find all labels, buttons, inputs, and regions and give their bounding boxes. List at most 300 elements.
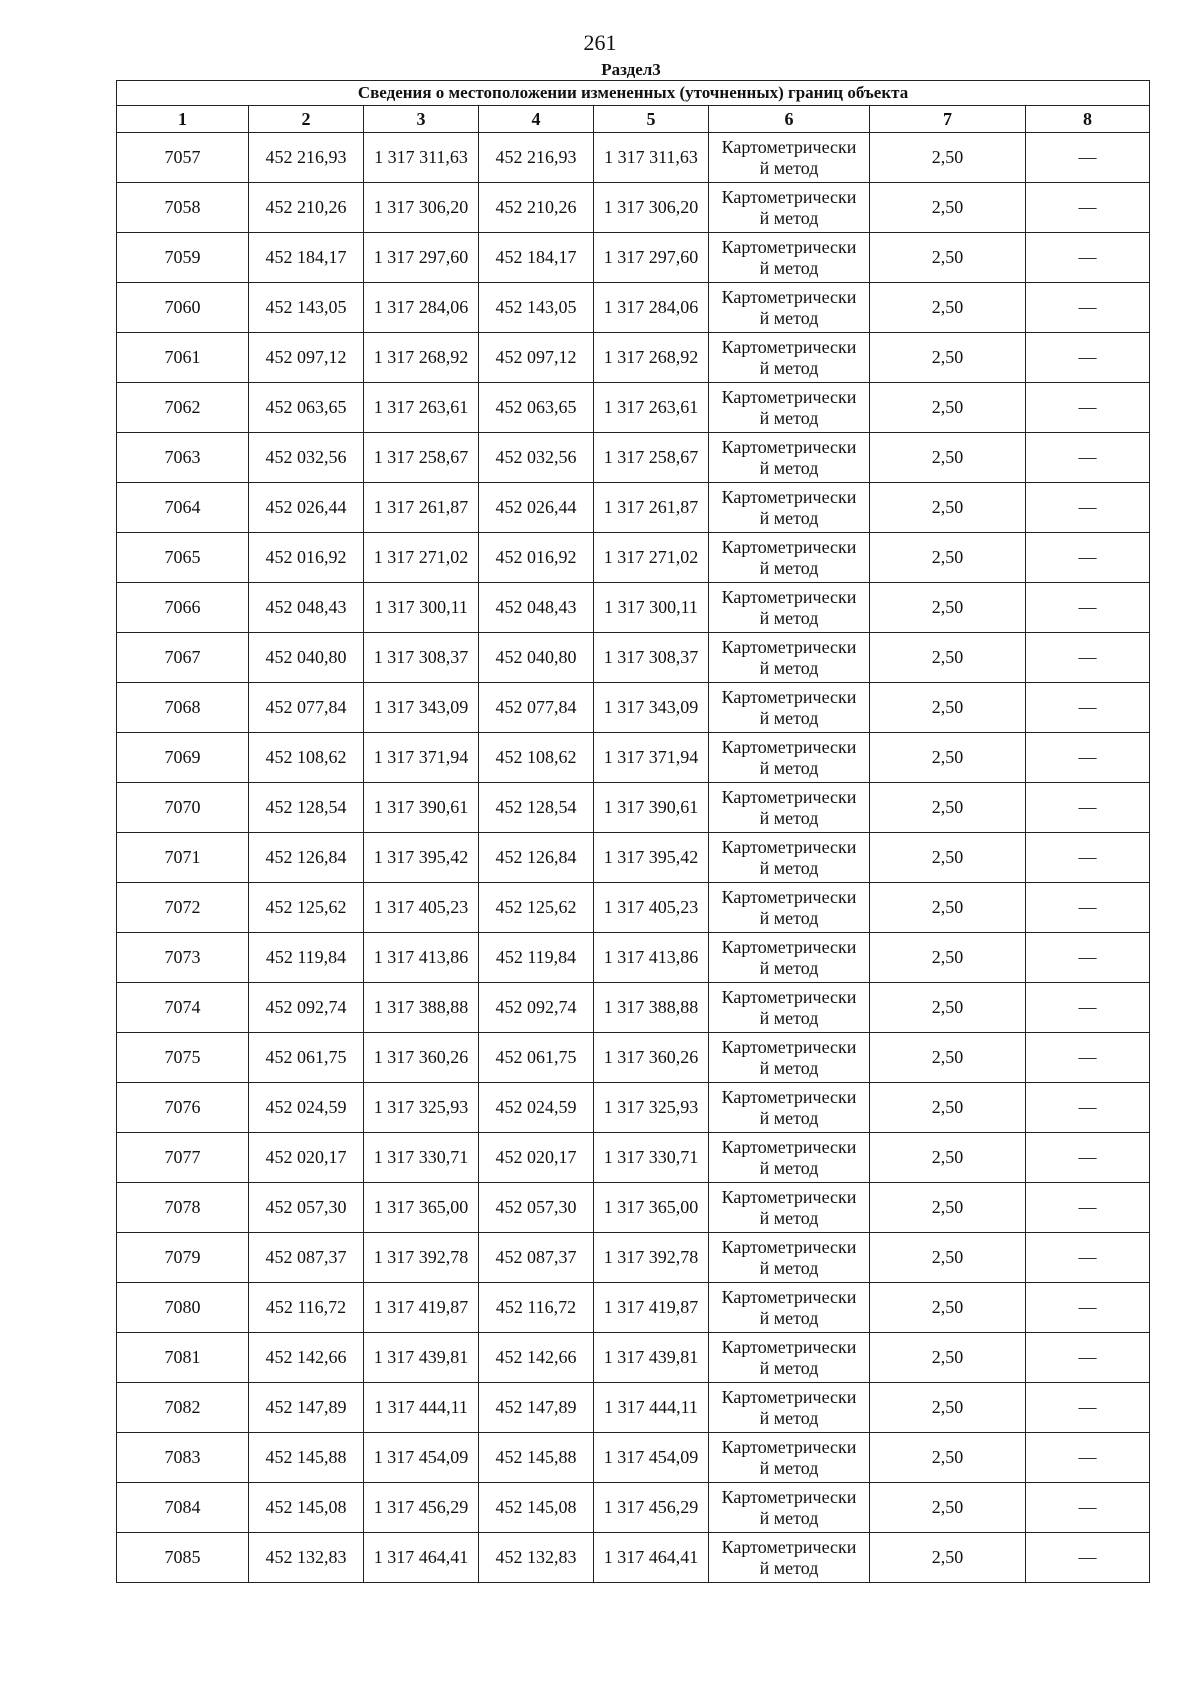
method-text-line: Картометрически bbox=[721, 186, 857, 207]
cell-y-refined: 1 317 464,41 bbox=[594, 1533, 709, 1583]
cell-y-refined: 1 317 395,42 bbox=[594, 833, 709, 883]
cell-y-refined: 1 317 268,92 bbox=[594, 333, 709, 383]
cell-description: — bbox=[1026, 183, 1150, 233]
cell-y-existing: 1 317 258,67 bbox=[364, 433, 479, 483]
cell-y-existing: 1 317 300,11 bbox=[364, 583, 479, 633]
cell-point-number: 7084 bbox=[117, 1483, 249, 1533]
section-title: Раздел3 bbox=[601, 60, 661, 79]
method-text-line: й метод bbox=[759, 757, 819, 778]
cell-y-existing: 1 317 271,02 bbox=[364, 533, 479, 583]
cell-method bbox=[709, 283, 870, 333]
method-text-line: Картометрически bbox=[721, 1086, 857, 1107]
cell-method bbox=[709, 1083, 870, 1133]
cell-description: — bbox=[1026, 1133, 1150, 1183]
cell-accuracy: 2,50 bbox=[870, 583, 1026, 633]
method-text-line: Картометрически bbox=[721, 1286, 857, 1307]
cell-accuracy: 2,50 bbox=[870, 1383, 1026, 1433]
cell-point-number: 7064 bbox=[117, 483, 249, 533]
table-row bbox=[117, 583, 1150, 633]
method-text-line: Картометрически bbox=[721, 536, 857, 557]
cell-y-existing: 1 317 284,06 bbox=[364, 283, 479, 333]
method-text-line: й метод bbox=[759, 907, 819, 928]
cell-accuracy: 2,50 bbox=[870, 683, 1026, 733]
cell-point-number: 7072 bbox=[117, 883, 249, 933]
cell-method bbox=[709, 533, 870, 583]
cell-y-existing: 1 317 388,88 bbox=[364, 983, 479, 1033]
cell-description: — bbox=[1026, 583, 1150, 633]
cell-accuracy: 2,50 bbox=[870, 1233, 1026, 1283]
cell-method bbox=[709, 1233, 870, 1283]
cell-method bbox=[709, 183, 870, 233]
cell-x-refined: 452 061,75 bbox=[479, 1033, 594, 1083]
cell-x-refined: 452 087,37 bbox=[479, 1233, 594, 1283]
cell-description: — bbox=[1026, 1433, 1150, 1483]
cell-x-refined: 452 024,59 bbox=[479, 1083, 594, 1133]
cell-accuracy: 2,50 bbox=[870, 183, 1026, 233]
method-text-line: Картометрически bbox=[721, 1036, 857, 1057]
cell-y-refined: 1 317 388,88 bbox=[594, 983, 709, 1033]
cell-description: — bbox=[1026, 633, 1150, 683]
cell-x-refined: 452 116,72 bbox=[479, 1283, 594, 1333]
cell-method bbox=[709, 1383, 870, 1433]
cell-x-existing: 452 145,08 bbox=[249, 1483, 364, 1533]
cell-accuracy: 2,50 bbox=[870, 733, 1026, 783]
cell-description: — bbox=[1026, 983, 1150, 1033]
cell-point-number: 7085 bbox=[117, 1533, 249, 1583]
cell-point-number: 7079 bbox=[117, 1233, 249, 1283]
cell-point-number: 7071 bbox=[117, 833, 249, 883]
cell-point-number: 7057 bbox=[117, 133, 249, 183]
method-text-line: й метод bbox=[759, 1507, 819, 1528]
method-text-line: Картометрически bbox=[721, 686, 857, 707]
cell-x-refined: 452 126,84 bbox=[479, 833, 594, 883]
cell-x-existing: 452 126,84 bbox=[249, 833, 364, 883]
cell-y-refined: 1 317 261,87 bbox=[594, 483, 709, 533]
table-row bbox=[117, 883, 1150, 933]
cell-y-refined: 1 317 371,94 bbox=[594, 733, 709, 783]
cell-description: — bbox=[1026, 833, 1150, 883]
column-header: 7 bbox=[870, 106, 1026, 133]
cell-description: — bbox=[1026, 933, 1150, 983]
table-body bbox=[117, 133, 1150, 1583]
cell-method bbox=[709, 1433, 870, 1483]
cell-x-existing: 452 063,65 bbox=[249, 383, 364, 433]
method-text-line: Картометрически bbox=[721, 736, 857, 757]
column-header: 1 bbox=[117, 106, 249, 133]
cell-y-existing: 1 317 419,87 bbox=[364, 1283, 479, 1333]
cell-x-existing: 452 142,66 bbox=[249, 1333, 364, 1383]
cell-y-refined: 1 317 300,11 bbox=[594, 583, 709, 633]
table-row bbox=[117, 1033, 1150, 1083]
cell-y-refined: 1 317 284,06 bbox=[594, 283, 709, 333]
cell-method bbox=[709, 333, 870, 383]
cell-point-number: 7061 bbox=[117, 333, 249, 383]
method-text-line: Картометрически bbox=[721, 886, 857, 907]
cell-method bbox=[709, 1333, 870, 1383]
cell-x-refined: 452 143,05 bbox=[479, 283, 594, 333]
cell-point-number: 7077 bbox=[117, 1133, 249, 1183]
cell-point-number: 7069 bbox=[117, 733, 249, 783]
cell-y-refined: 1 317 343,09 bbox=[594, 683, 709, 733]
table-row bbox=[117, 1483, 1150, 1533]
cell-y-existing: 1 317 365,00 bbox=[364, 1183, 479, 1233]
cell-accuracy: 2,50 bbox=[870, 833, 1026, 883]
method-text-line: Картометрически bbox=[721, 836, 857, 857]
cell-method bbox=[709, 1183, 870, 1233]
cell-y-refined: 1 317 456,29 bbox=[594, 1483, 709, 1533]
table-row bbox=[117, 733, 1150, 783]
cell-y-existing: 1 317 330,71 bbox=[364, 1133, 479, 1183]
cell-x-existing: 452 016,92 bbox=[249, 533, 364, 583]
cell-y-refined: 1 317 439,81 bbox=[594, 1333, 709, 1383]
table-row bbox=[117, 133, 1150, 183]
cell-description: — bbox=[1026, 1533, 1150, 1583]
method-text-line: й метод bbox=[759, 1307, 819, 1328]
cell-x-refined: 452 210,26 bbox=[479, 183, 594, 233]
method-text-line: Картометрически bbox=[721, 586, 857, 607]
cell-accuracy: 2,50 bbox=[870, 1333, 1026, 1383]
column-header-row bbox=[117, 106, 1150, 133]
cell-y-existing: 1 317 390,61 bbox=[364, 783, 479, 833]
cell-point-number: 7063 bbox=[117, 433, 249, 483]
cell-x-existing: 452 184,17 bbox=[249, 233, 364, 283]
cell-x-existing: 452 125,62 bbox=[249, 883, 364, 933]
cell-method bbox=[709, 383, 870, 433]
cell-method bbox=[709, 1283, 870, 1333]
cell-x-existing: 452 026,44 bbox=[249, 483, 364, 533]
cell-x-existing: 452 119,84 bbox=[249, 933, 364, 983]
cell-point-number: 7074 bbox=[117, 983, 249, 1033]
method-text-line: й метод bbox=[759, 157, 819, 178]
cell-method bbox=[709, 1133, 870, 1183]
method-text-line: Картометрически bbox=[721, 386, 857, 407]
cell-x-existing: 452 048,43 bbox=[249, 583, 364, 633]
cell-x-refined: 452 057,30 bbox=[479, 1183, 594, 1233]
method-text-line: й метод bbox=[759, 807, 819, 828]
method-text-line: й метод bbox=[759, 557, 819, 578]
cell-method bbox=[709, 583, 870, 633]
method-text-line: Картометрически bbox=[721, 286, 857, 307]
method-text-line: й метод bbox=[759, 707, 819, 728]
cell-point-number: 7076 bbox=[117, 1083, 249, 1133]
cell-description: — bbox=[1026, 333, 1150, 383]
cell-x-existing: 452 143,05 bbox=[249, 283, 364, 333]
method-text-line: Картометрически bbox=[721, 336, 857, 357]
cell-x-existing: 452 132,83 bbox=[249, 1533, 364, 1583]
method-text-line: й метод bbox=[759, 1207, 819, 1228]
cell-point-number: 7070 bbox=[117, 783, 249, 833]
cell-accuracy: 2,50 bbox=[870, 483, 1026, 533]
table-row bbox=[117, 383, 1150, 433]
cell-y-refined: 1 317 297,60 bbox=[594, 233, 709, 283]
cell-accuracy: 2,50 bbox=[870, 883, 1026, 933]
cell-method bbox=[709, 783, 870, 833]
cell-accuracy: 2,50 bbox=[870, 433, 1026, 483]
cell-x-refined: 452 092,74 bbox=[479, 983, 594, 1033]
cell-x-refined: 452 048,43 bbox=[479, 583, 594, 633]
cell-y-existing: 1 317 325,93 bbox=[364, 1083, 479, 1133]
method-text-line: Картометрически bbox=[721, 436, 857, 457]
cell-x-existing: 452 087,37 bbox=[249, 1233, 364, 1283]
cell-method bbox=[709, 133, 870, 183]
cell-accuracy: 2,50 bbox=[870, 1433, 1026, 1483]
method-text-line: Картометрически bbox=[721, 1386, 857, 1407]
cell-x-refined: 452 184,17 bbox=[479, 233, 594, 283]
column-header: 8 bbox=[1026, 106, 1150, 133]
cell-y-refined: 1 317 360,26 bbox=[594, 1033, 709, 1083]
cell-y-existing: 1 317 360,26 bbox=[364, 1033, 479, 1083]
method-text-line: й метод bbox=[759, 207, 819, 228]
cell-method bbox=[709, 1533, 870, 1583]
cell-x-existing: 452 032,56 bbox=[249, 433, 364, 483]
cell-y-existing: 1 317 343,09 bbox=[364, 683, 479, 733]
method-text-line: Картометрически bbox=[721, 1186, 857, 1207]
cell-description: — bbox=[1026, 1183, 1150, 1233]
table-row bbox=[117, 1083, 1150, 1133]
cell-point-number: 7083 bbox=[117, 1433, 249, 1483]
cell-y-refined: 1 317 271,02 bbox=[594, 533, 709, 583]
cell-method bbox=[709, 1033, 870, 1083]
cell-accuracy: 2,50 bbox=[870, 1033, 1026, 1083]
method-text-line: й метод bbox=[759, 1157, 819, 1178]
cell-method bbox=[709, 683, 870, 733]
table-row bbox=[117, 1533, 1150, 1583]
cell-method bbox=[709, 633, 870, 683]
cell-x-existing: 452 145,88 bbox=[249, 1433, 364, 1483]
table-row bbox=[117, 233, 1150, 283]
column-header: 6 bbox=[709, 106, 870, 133]
method-text-line: й метод bbox=[759, 857, 819, 878]
method-text-line: й метод bbox=[759, 1257, 819, 1278]
cell-y-refined: 1 317 444,11 bbox=[594, 1383, 709, 1433]
cell-accuracy: 2,50 bbox=[870, 233, 1026, 283]
cell-y-refined: 1 317 263,61 bbox=[594, 383, 709, 433]
cell-y-refined: 1 317 392,78 bbox=[594, 1233, 709, 1283]
cell-y-existing: 1 317 413,86 bbox=[364, 933, 479, 983]
cell-description: — bbox=[1026, 533, 1150, 583]
cell-accuracy: 2,50 bbox=[870, 633, 1026, 683]
method-text-line: й метод bbox=[759, 1357, 819, 1378]
column-header: 5 bbox=[594, 106, 709, 133]
cell-method bbox=[709, 233, 870, 283]
table-row bbox=[117, 533, 1150, 583]
cell-description: — bbox=[1026, 883, 1150, 933]
cell-description: — bbox=[1026, 283, 1150, 333]
cell-description: — bbox=[1026, 683, 1150, 733]
cell-point-number: 7080 bbox=[117, 1283, 249, 1333]
cell-point-number: 7068 bbox=[117, 683, 249, 733]
cell-y-existing: 1 317 444,11 bbox=[364, 1383, 479, 1433]
cell-point-number: 7067 bbox=[117, 633, 249, 683]
cell-accuracy: 2,50 bbox=[870, 283, 1026, 333]
method-text-line: Картометрически bbox=[721, 1436, 857, 1457]
method-text-line: Картометрически bbox=[721, 936, 857, 957]
cell-accuracy: 2,50 bbox=[870, 1483, 1026, 1533]
cell-method bbox=[709, 483, 870, 533]
cell-point-number: 7082 bbox=[117, 1383, 249, 1433]
cell-point-number: 7081 bbox=[117, 1333, 249, 1383]
table-row bbox=[117, 783, 1150, 833]
table-row bbox=[117, 983, 1150, 1033]
cell-x-existing: 452 040,80 bbox=[249, 633, 364, 683]
cell-x-existing: 452 061,75 bbox=[249, 1033, 364, 1083]
cell-y-existing: 1 317 306,20 bbox=[364, 183, 479, 233]
method-text-line: Картометрически bbox=[721, 786, 857, 807]
method-text-line: Картометрически bbox=[721, 1336, 857, 1357]
cell-accuracy: 2,50 bbox=[870, 933, 1026, 983]
cell-y-refined: 1 317 405,23 bbox=[594, 883, 709, 933]
cell-description: — bbox=[1026, 483, 1150, 533]
cell-y-existing: 1 317 371,94 bbox=[364, 733, 479, 783]
table-row bbox=[117, 933, 1150, 983]
method-text-line: й метод bbox=[759, 607, 819, 628]
table-row bbox=[117, 1233, 1150, 1283]
cell-y-refined: 1 317 308,37 bbox=[594, 633, 709, 683]
method-text-line: й метод bbox=[759, 957, 819, 978]
cell-description: — bbox=[1026, 433, 1150, 483]
table-row bbox=[117, 333, 1150, 383]
method-text-line: й метод bbox=[759, 1057, 819, 1078]
method-text-line: й метод bbox=[759, 1107, 819, 1128]
cell-x-refined: 452 119,84 bbox=[479, 933, 594, 983]
cell-method bbox=[709, 733, 870, 783]
cell-y-existing: 1 317 308,37 bbox=[364, 633, 479, 683]
cell-x-existing: 452 024,59 bbox=[249, 1083, 364, 1133]
cell-x-refined: 452 132,83 bbox=[479, 1533, 594, 1583]
table-row bbox=[117, 633, 1150, 683]
cell-x-refined: 452 016,92 bbox=[479, 533, 594, 583]
cell-x-existing: 452 147,89 bbox=[249, 1383, 364, 1433]
table-row bbox=[117, 1333, 1150, 1383]
method-text-line: й метод bbox=[759, 357, 819, 378]
cell-y-refined: 1 317 419,87 bbox=[594, 1283, 709, 1333]
column-header: 2 bbox=[249, 106, 364, 133]
cell-description: — bbox=[1026, 1483, 1150, 1533]
method-text-line: Картометрически bbox=[721, 1486, 857, 1507]
cell-x-existing: 452 216,93 bbox=[249, 133, 364, 183]
cell-point-number: 7065 bbox=[117, 533, 249, 583]
cell-description: — bbox=[1026, 1033, 1150, 1083]
method-text-line: й метод bbox=[759, 1557, 819, 1578]
cell-point-number: 7058 bbox=[117, 183, 249, 233]
cell-method bbox=[709, 433, 870, 483]
method-text-line: й метод bbox=[759, 657, 819, 678]
cell-accuracy: 2,50 bbox=[870, 383, 1026, 433]
page-number: 261 bbox=[583, 30, 617, 55]
cell-x-refined: 452 142,66 bbox=[479, 1333, 594, 1383]
cell-description: — bbox=[1026, 783, 1150, 833]
cell-point-number: 7059 bbox=[117, 233, 249, 283]
cell-x-refined: 452 032,56 bbox=[479, 433, 594, 483]
cell-y-existing: 1 317 395,42 bbox=[364, 833, 479, 883]
method-text-line: Картометрически bbox=[721, 1236, 857, 1257]
method-text-line: Картометрически bbox=[721, 1536, 857, 1557]
cell-x-refined: 452 125,62 bbox=[479, 883, 594, 933]
cell-point-number: 7066 bbox=[117, 583, 249, 633]
cell-description: — bbox=[1026, 1333, 1150, 1383]
table-row bbox=[117, 833, 1150, 883]
method-text-line: й метод bbox=[759, 257, 819, 278]
method-text-line: Картометрически bbox=[721, 636, 857, 657]
cell-x-refined: 452 063,65 bbox=[479, 383, 594, 433]
table-row bbox=[117, 1433, 1150, 1483]
cell-description: — bbox=[1026, 1083, 1150, 1133]
table-row bbox=[117, 283, 1150, 333]
cell-x-existing: 452 020,17 bbox=[249, 1133, 364, 1183]
cell-y-refined: 1 317 330,71 bbox=[594, 1133, 709, 1183]
cell-y-refined: 1 317 306,20 bbox=[594, 183, 709, 233]
cell-x-existing: 452 077,84 bbox=[249, 683, 364, 733]
table-row bbox=[117, 683, 1150, 733]
cell-y-existing: 1 317 297,60 bbox=[364, 233, 479, 283]
cell-y-refined: 1 317 390,61 bbox=[594, 783, 709, 833]
method-text-line: Картометрически bbox=[721, 486, 857, 507]
cell-accuracy: 2,50 bbox=[870, 1183, 1026, 1233]
method-text-line: й метод bbox=[759, 457, 819, 478]
cell-x-existing: 452 092,74 bbox=[249, 983, 364, 1033]
cell-description: — bbox=[1026, 1233, 1150, 1283]
cell-description: — bbox=[1026, 383, 1150, 433]
cell-accuracy: 2,50 bbox=[870, 1083, 1026, 1133]
cell-y-existing: 1 317 464,41 bbox=[364, 1533, 479, 1583]
cell-method bbox=[709, 983, 870, 1033]
table-row bbox=[117, 1383, 1150, 1433]
cell-x-refined: 452 145,08 bbox=[479, 1483, 594, 1533]
cell-description: — bbox=[1026, 1383, 1150, 1433]
cell-y-refined: 1 317 258,67 bbox=[594, 433, 709, 483]
table-row bbox=[117, 1183, 1150, 1233]
cell-method bbox=[709, 883, 870, 933]
cell-x-refined: 452 108,62 bbox=[479, 733, 594, 783]
cell-y-refined: 1 317 311,63 bbox=[594, 133, 709, 183]
cell-x-existing: 452 210,26 bbox=[249, 183, 364, 233]
cell-y-refined: 1 317 365,00 bbox=[594, 1183, 709, 1233]
cell-description: — bbox=[1026, 133, 1150, 183]
cell-x-existing: 452 116,72 bbox=[249, 1283, 364, 1333]
cell-x-existing: 452 057,30 bbox=[249, 1183, 364, 1233]
method-text-line: й метод bbox=[759, 307, 819, 328]
table-row bbox=[117, 433, 1150, 483]
method-text-line: й метод bbox=[759, 1407, 819, 1428]
cell-y-existing: 1 317 311,63 bbox=[364, 133, 479, 183]
cell-y-existing: 1 317 454,09 bbox=[364, 1433, 479, 1483]
cell-y-refined: 1 317 454,09 bbox=[594, 1433, 709, 1483]
cell-description: — bbox=[1026, 1283, 1150, 1333]
cell-accuracy: 2,50 bbox=[870, 1133, 1026, 1183]
table-caption: Сведения о местоположении измененных (уточненных) границ объекта bbox=[117, 81, 1150, 106]
cell-x-refined: 452 216,93 bbox=[479, 133, 594, 183]
table-row bbox=[117, 1133, 1150, 1183]
method-text-line: й метод bbox=[759, 1457, 819, 1478]
method-text-line: Картометрически bbox=[721, 986, 857, 1007]
cell-x-refined: 452 147,89 bbox=[479, 1383, 594, 1433]
cell-accuracy: 2,50 bbox=[870, 1283, 1026, 1333]
method-text-line: й метод bbox=[759, 407, 819, 428]
table-row bbox=[117, 183, 1150, 233]
cell-x-refined: 452 026,44 bbox=[479, 483, 594, 533]
cell-y-refined: 1 317 413,86 bbox=[594, 933, 709, 983]
cell-point-number: 7060 bbox=[117, 283, 249, 333]
cell-y-existing: 1 317 439,81 bbox=[364, 1333, 479, 1383]
method-text-line: й метод bbox=[759, 507, 819, 528]
cell-accuracy: 2,50 bbox=[870, 783, 1026, 833]
cell-y-existing: 1 317 263,61 bbox=[364, 383, 479, 433]
cell-accuracy: 2,50 bbox=[870, 983, 1026, 1033]
method-text-line: Картометрически bbox=[721, 136, 857, 157]
cell-y-refined: 1 317 325,93 bbox=[594, 1083, 709, 1133]
cell-y-existing: 1 317 405,23 bbox=[364, 883, 479, 933]
column-header: 3 bbox=[364, 106, 479, 133]
